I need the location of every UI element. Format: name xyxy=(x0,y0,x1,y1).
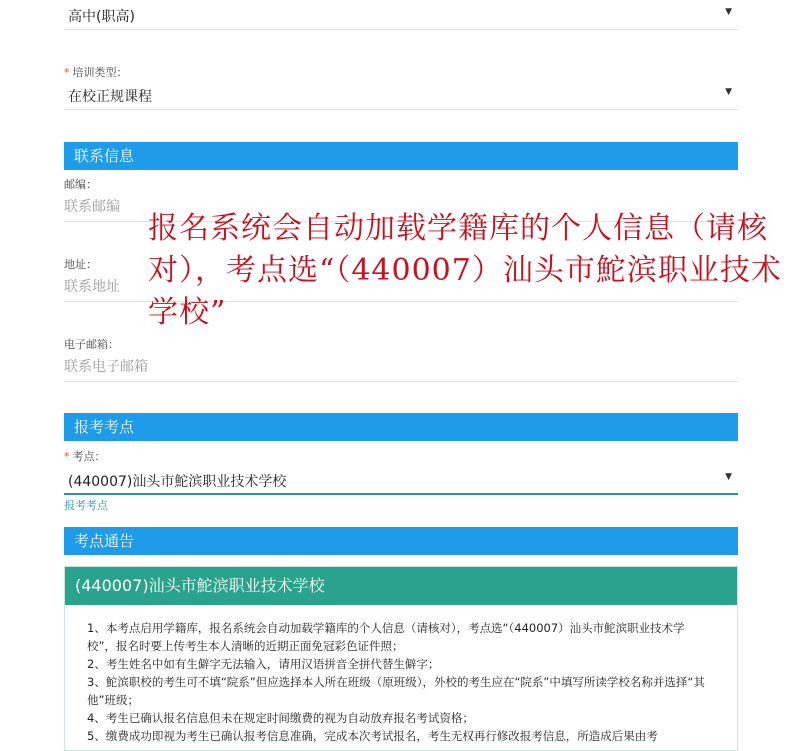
notice-item: 3、鮀滨职校的考生可不填“院系”但应选择本人所在班级（原班级），外校的考生应在“院系”中填写所读学校名称并选择“其他”班级； xyxy=(87,675,705,707)
contact-section-header: 联系信息 xyxy=(64,142,738,170)
exam-site-section-header: 报考考点 xyxy=(64,413,738,441)
training-type-value: 在校正规课程 xyxy=(68,89,152,105)
notice-item: 2、考生姓名中如有生僻字无法输入，请用汉语拼音全拼代替生僻字； xyxy=(87,657,440,671)
email-field[interactable] xyxy=(64,352,738,382)
postcode-label: 邮编： xyxy=(64,178,97,191)
chevron-down-icon: ▼ xyxy=(725,7,732,17)
notice-list xyxy=(65,605,737,745)
exam-site-select[interactable] xyxy=(64,465,738,495)
notice-card-title: (440007)汕头市鮀滨职业技术学校 xyxy=(65,567,737,605)
exam-site-helper-text: 报考考点 xyxy=(64,499,108,512)
notice-item: 4、考生已确认报名信息但未在规定时间缴费的视为自动放弃报名考试资格； xyxy=(87,711,474,725)
training-type-label: * 培训类型： xyxy=(64,66,128,79)
exam-site-label: * 考点： xyxy=(64,450,106,463)
chevron-down-icon: ▼ xyxy=(725,472,732,482)
chevron-down-icon: ▼ xyxy=(725,87,732,97)
email-label: 电子邮箱： xyxy=(64,338,119,351)
required-asterisk: * xyxy=(64,450,70,463)
address-label: 地址： xyxy=(64,258,97,271)
annotation-overlay-text: 报名系统会自动加载学籍库的个人信息（请核对），考点选“（440007）汕头市鮀滨职业技术学校” xyxy=(148,211,782,330)
education-select[interactable] xyxy=(64,0,738,30)
exam-site-value: (440007)汕头市鮀滨职业技术学校 xyxy=(68,474,287,490)
notice-item: 5、缴费成功即视为考生已确认报考信息准确，完成本次考试报名，考生无权再行修改报考信息，所造成后果由考 xyxy=(87,729,658,743)
notice-item: 1、本考点启用学籍库，报名系统会自动加载学籍库的个人信息（请核对），考点选“（440007）汕头市鮀滨职业技术学校”，报名时要上传考生本人清晰的近期正面免冠彩色证件照； xyxy=(87,621,685,653)
required-asterisk: * xyxy=(64,66,70,79)
education-select-value: 高中(职高) xyxy=(68,9,135,25)
notice-section-header: 考点通告 xyxy=(64,527,738,555)
training-type-select[interactable] xyxy=(64,80,738,110)
notice-card xyxy=(64,566,738,751)
email-input[interactable] xyxy=(64,352,738,381)
